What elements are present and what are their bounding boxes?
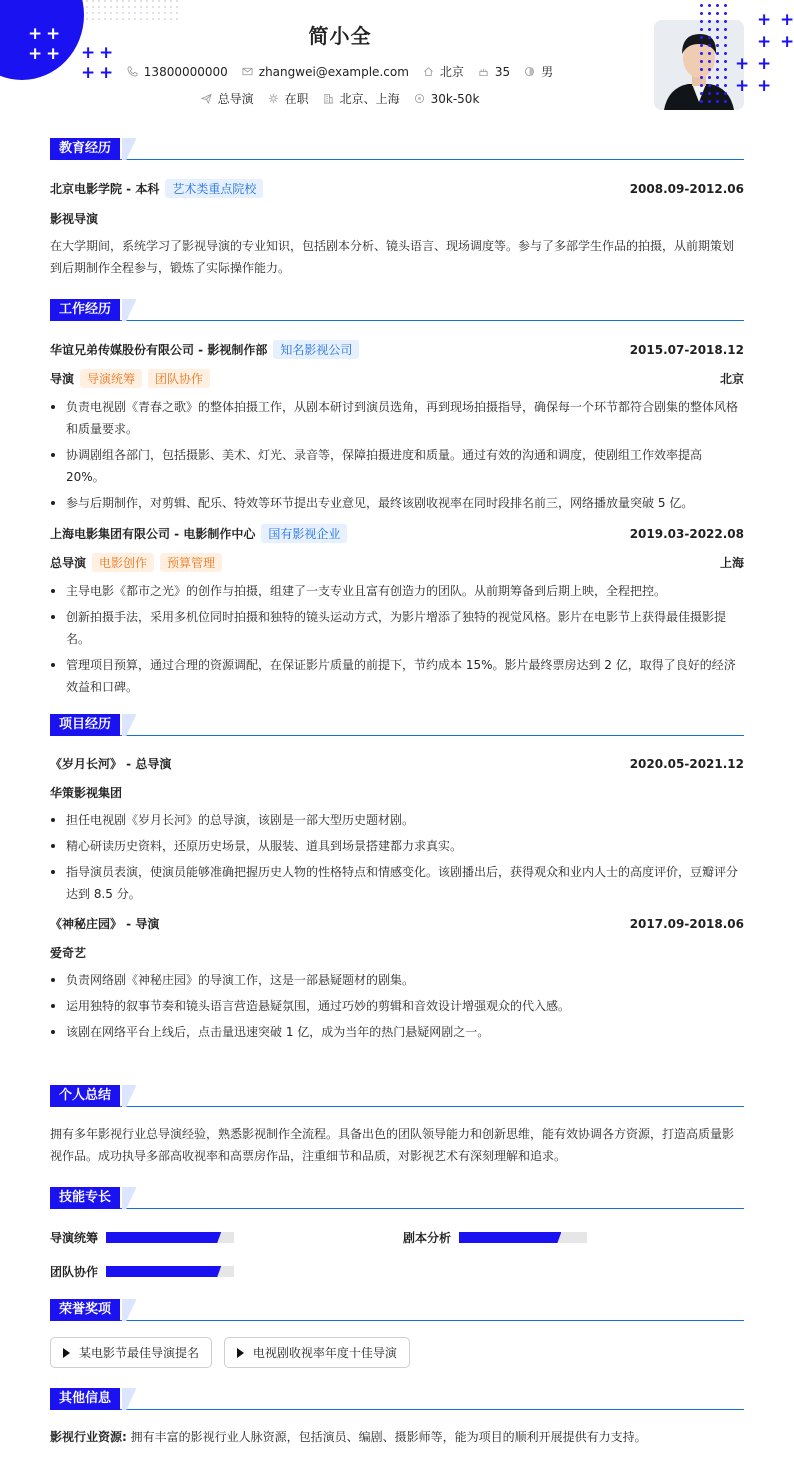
list-item: 负责电视剧《青春之歌》的整体拍摄工作，从剧本研讨到演员选角，再到现场拍摄指导，确保每一个环节都符合剧集的整体风格和质量要求。: [50, 396, 744, 440]
section-header: [50, 299, 744, 321]
award-list: [50, 1337, 744, 1368]
section-header: [50, 1299, 744, 1321]
decor-dot: [122, 0, 124, 2]
decor-dot: [134, 12, 136, 14]
work-city: 上海: [719, 556, 744, 570]
contact-gender: 男: [524, 63, 553, 80]
work-role: 导演: [50, 372, 75, 386]
decor-dot: [152, 12, 154, 14]
summary-text: 拥有多年影视行业总导演经验，熟悉影视制作全流程。具备出色的团队领导能力和创新思维，能有效协调各方资源，打造高质量影视作品。成功执导多部高收视率和高票房作品，注重细节和品质，对影视艺术有深刻理解和追求。: [50, 1127, 735, 1163]
decor-dot: [724, 4, 727, 7]
award-chip: 某电影节最佳导演提名: [50, 1337, 212, 1368]
decor-dot: [146, 0, 148, 2]
contact-phone: 13800000000: [127, 63, 228, 80]
play-icon: [63, 1348, 70, 1358]
decor-plus: +: [757, 32, 772, 52]
decor-dot: [716, 44, 719, 47]
work-skill-tag: 团队协作: [148, 369, 210, 388]
section-title-tail: [122, 299, 136, 321]
project-name: 《岁月长河》 - 总导演: [50, 757, 172, 771]
decor-dot: [110, 6, 112, 8]
decor-dot: [134, 0, 136, 2]
decor-dot: [104, 0, 106, 2]
decor-dot: [98, 6, 100, 8]
decor-dot: [700, 36, 703, 39]
work-company-tag: 国有影视企业: [261, 524, 347, 543]
work-company-tag: 知名影视公司: [273, 340, 359, 359]
decor-dot: [86, 6, 88, 8]
project-org: 华策影视集团: [50, 786, 123, 800]
decor-dot: [92, 0, 94, 2]
section-header: [50, 714, 744, 736]
decor-dot: [716, 12, 719, 15]
decor-dot: [86, 0, 88, 2]
work-date: 2015.07-2018.12: [629, 342, 744, 357]
decor-dot: [724, 28, 727, 31]
decor-dot: [724, 68, 727, 71]
section-header: [50, 1085, 744, 1107]
project-org: 爱奇艺: [50, 946, 87, 960]
decor-dot: [700, 100, 703, 103]
decor-dot: [724, 100, 727, 103]
decor-dot: [708, 20, 711, 23]
decor-dot: [158, 0, 160, 2]
job-salary: 30k-50k: [414, 90, 480, 107]
decor-plus: +: [757, 54, 772, 74]
section-title-tail: [122, 138, 136, 160]
section-skills: [50, 1187, 744, 1287]
decor-dot: [128, 12, 130, 14]
decor-dot: [708, 52, 711, 55]
list-item: 负责网络剧《神秘庄园》的导演工作，这是一部悬疑题材的剧集。: [50, 969, 744, 991]
decor-dot: [708, 36, 711, 39]
work-role-row: [50, 553, 744, 572]
decor-dot: [708, 44, 711, 47]
list-item: 精心研读历史资料，还原历史场景，从服装、道具到场景搭建都力求真实。: [50, 835, 744, 857]
phone-icon: [127, 66, 138, 77]
work-skill-tag: 电影创作: [92, 553, 154, 572]
decor-dot: [708, 100, 711, 103]
section-title-tail: [122, 1085, 136, 1107]
gender-icon: [524, 66, 535, 77]
decor-dot: [700, 44, 703, 47]
section-header: [50, 1388, 744, 1410]
decor-dot: [98, 12, 100, 14]
decor-dot: [170, 6, 172, 8]
project-date: 2017.09-2018.06: [629, 916, 744, 931]
project-header-row: [50, 915, 744, 932]
work-city: 北京: [719, 372, 744, 386]
skill-bar: [459, 1232, 587, 1243]
decor-dot: [170, 0, 172, 2]
skill-bar: [106, 1232, 234, 1243]
decor-dot: [724, 36, 727, 39]
decor-plus: +: [81, 63, 96, 83]
decor-dot: [134, 6, 136, 8]
decor-dot: [716, 92, 719, 95]
decor-dot: [716, 60, 719, 63]
skill-item: [50, 1229, 234, 1246]
project-date: 2020.05-2021.12: [629, 756, 744, 771]
list-item: 主导电影《都市之光》的创作与拍摄，组建了一支专业且富有创造力的团队。从前期筹备到后期上映，全程把控。: [50, 580, 744, 602]
section-title: 工作经历: [50, 299, 120, 321]
decor-dot: [158, 6, 160, 8]
project-bullets: [50, 809, 744, 905]
decor-dot: [176, 0, 178, 2]
decor-dots: [86, 0, 178, 20]
decor-dot: [708, 60, 711, 63]
edu-header-row: [50, 179, 744, 198]
work-bullets: [50, 396, 744, 514]
section-title-tail: [122, 1388, 136, 1410]
decor-dot: [700, 28, 703, 31]
project-header-row: [50, 755, 744, 772]
decor-plus: +: [28, 24, 43, 44]
skill-bar-fill: [106, 1232, 221, 1243]
decor-dot: [700, 84, 703, 87]
skill-item: [50, 1263, 234, 1280]
section-title-tail: [122, 1187, 136, 1209]
decor-dot: [716, 4, 719, 7]
other-label: 影视行业资源:: [50, 1430, 127, 1444]
decor-plus: +: [780, 32, 794, 52]
decor-dot: [724, 76, 727, 79]
decor-dot: [716, 20, 719, 23]
decor-dot: [140, 6, 142, 8]
decor-dot: [700, 20, 703, 23]
list-item: 协调剧组各部门，包括摄影、美术、灯光、录音等，保障拍摄进度和质量。通过有效的沟通和调度，使剧组工作效率提高 20%。: [50, 444, 744, 488]
edu-school: 北京电影学院 - 本科: [50, 182, 160, 196]
decor-dot: [716, 84, 719, 87]
work-skill-tag: 预算管理: [160, 553, 222, 572]
decor-plus: +: [81, 43, 96, 63]
decor-plus: +: [28, 44, 43, 64]
decor-dot: [92, 6, 94, 8]
decor-dot: [708, 28, 711, 31]
decor-dot: [724, 20, 727, 23]
edu-description: 在大学期间，系统学习了影视导演的专业知识，包括剧本分析、镜头语言、现场调度等。参与了多部学生作品的拍摄，从前期策划到后期制作全程参与，锻炼了实际操作能力。: [50, 239, 735, 275]
decor-dot: [146, 6, 148, 8]
decor-dot: [140, 12, 142, 14]
edu-major: 影视导演: [50, 212, 99, 226]
decor-dot: [152, 0, 154, 2]
project-org-row: [50, 784, 744, 801]
decor-dot: [104, 6, 106, 8]
award-chip: 电视剧收视率年度十佳导演: [224, 1337, 410, 1368]
play-icon: [237, 1348, 244, 1358]
decor-dot: [128, 0, 130, 2]
decor-dot: [708, 76, 711, 79]
skill-name: 剧本分析: [403, 1231, 452, 1245]
contact-email[interactable]: zhangwei@example.com: [242, 63, 409, 80]
work-date: 2019.03-2022.08: [629, 526, 744, 541]
decor-plus: +: [735, 76, 750, 96]
section-education: [50, 138, 744, 279]
decor-dot: [164, 12, 166, 14]
decor-plus: +: [735, 54, 750, 74]
work-header-row: [50, 524, 744, 543]
decor-dot: [92, 12, 94, 14]
job-status: 在职: [268, 90, 309, 107]
decor-plus: +: [757, 76, 772, 96]
section-title-tail: [122, 1299, 136, 1321]
decor-dot: [110, 0, 112, 2]
decor-dot: [700, 76, 703, 79]
age-icon: [478, 66, 489, 77]
project-item: [50, 915, 744, 1043]
skill-item: [403, 1229, 587, 1246]
section-projects: [50, 714, 744, 1047]
candidate-name: 简小全: [308, 24, 372, 48]
work-header-row: [50, 340, 744, 359]
decor-plus: +: [757, 10, 772, 30]
edu-date: 2008.09-2012.06: [629, 181, 744, 196]
section-title-tail: [122, 714, 136, 736]
decor-dot: [716, 68, 719, 71]
decor-dot: [98, 0, 100, 2]
decor-dot: [708, 84, 711, 87]
list-item: 担任电视剧《岁月长河》的总导演，该剧是一部大型历史题材剧。: [50, 809, 744, 831]
project-item: [50, 755, 744, 905]
decor-dot: [716, 36, 719, 39]
send-icon: [201, 93, 212, 104]
section-title: 荣誉奖项: [50, 1299, 120, 1321]
section-summary: [50, 1085, 744, 1167]
work-bullets: [50, 580, 744, 698]
contact-city: 北京: [423, 63, 464, 80]
decor-dot: [724, 60, 727, 63]
contact-row: [0, 63, 680, 83]
decor-dot: [176, 12, 178, 14]
other-info: [50, 1426, 744, 1448]
skill-bar-fill: [459, 1232, 561, 1243]
section-other: [50, 1388, 744, 1448]
decor-dot: [700, 92, 703, 95]
decor-dot: [700, 68, 703, 71]
decor-dot: [724, 92, 727, 95]
status-icon: [268, 93, 279, 104]
decor-dot: [122, 12, 124, 14]
job-location: 北京、上海: [323, 90, 400, 107]
section-title: 技能专长: [50, 1187, 120, 1209]
skill-bar: [106, 1266, 234, 1277]
section-title: 项目经历: [50, 714, 120, 736]
decor-dot: [116, 12, 118, 14]
work-company: 华谊兄弟传媒股份有限公司 - 影视制作部: [50, 343, 268, 357]
decor-dot: [716, 28, 719, 31]
work-role: 总导演: [50, 556, 87, 570]
decor-dot: [716, 100, 719, 103]
decor-plus: +: [46, 44, 61, 64]
decor-dot: [724, 84, 727, 87]
decor-dot: [700, 4, 703, 7]
decor-dot: [86, 12, 88, 14]
salary-icon: [414, 93, 425, 104]
decor-dot: [700, 52, 703, 55]
edu-major-row: [50, 210, 744, 227]
decor-dot: [158, 12, 160, 14]
decor-dot: [724, 12, 727, 15]
decor-dot: [104, 12, 106, 14]
decor-dot: [700, 60, 703, 63]
section-header: [50, 138, 744, 160]
section-title: 教育经历: [50, 138, 120, 160]
section-title: 其他信息: [50, 1388, 120, 1410]
decor-dot: [708, 4, 711, 7]
skill-name: 团队协作: [50, 1265, 99, 1279]
decor-dot: [122, 6, 124, 8]
decor-dot: [708, 68, 711, 71]
decor-dot: [170, 12, 172, 14]
decor-plus: +: [46, 24, 61, 44]
decor-dot: [110, 12, 112, 14]
mail-icon: [242, 66, 253, 77]
skill-bar-fill: [106, 1266, 221, 1277]
job-intent-row: [0, 90, 680, 107]
list-item: 参与后期制作，对剪辑、配乐、特效等环节提出专业意见，最终该剧收视率在同时段排名前三，网络播放量突破 5 亿。: [50, 492, 744, 514]
decor-dot: [116, 6, 118, 8]
section-header: [50, 1187, 744, 1209]
decor-dots: [700, 4, 727, 103]
decor-plus: +: [99, 43, 114, 63]
list-item: 管理项目预算，通过合理的资源调配，在保证影片质量的前提下，节约成本 15%。影片最终票房达到 2 亿，取得了良好的经济效益和口碑。: [50, 654, 744, 698]
project-org-row: [50, 944, 744, 961]
list-item: 创新拍摄手法，采用多机位同时拍摄和独特的镜头运动方式，为影片增添了独特的视觉风格。影片在电影节上获得最佳摄影提名。: [50, 606, 744, 650]
home-icon: [423, 66, 434, 77]
decor-dot: [164, 0, 166, 2]
work-role-row: [50, 369, 744, 388]
work-company: 上海电影集团有限公司 - 电影制作中心: [50, 527, 256, 541]
job-title: 总导演: [201, 90, 254, 107]
edu-tag: 艺术类重点院校: [165, 179, 263, 198]
decor-dot: [176, 6, 178, 8]
decor-dot: [724, 44, 727, 47]
section-title: 个人总结: [50, 1085, 120, 1107]
other-text: 拥有丰富的影视行业人脉资源，包括演员、编剧、摄影师等，能为项目的顺利开展提供有力支持。: [130, 1430, 647, 1444]
decor-dot: [708, 12, 711, 15]
section-awards: [50, 1299, 744, 1368]
work-item: [50, 524, 744, 698]
building-icon: [323, 93, 334, 104]
list-item: 指导演员表演，使演员能够准确把握历史人物的性格特点和情感变化。该剧播出后，获得观众和业内人士的高度评价，豆瓣评分达到 8.5 分。: [50, 861, 744, 905]
decor-dot: [146, 12, 148, 14]
decor-dot: [140, 0, 142, 2]
decor-dot: [716, 76, 719, 79]
section-work: [50, 299, 744, 702]
decor-dot: [716, 52, 719, 55]
decor-dot: [708, 92, 711, 95]
list-item: 运用独特的叙事节奏和镜头语言营造悬疑氛围，通过巧妙的剪辑和音效设计增强观众的代入感。: [50, 995, 744, 1017]
work-skill-tag: 导演统筹: [80, 369, 142, 388]
project-bullets: [50, 969, 744, 1043]
decor-dot: [724, 52, 727, 55]
decor-dot: [152, 6, 154, 8]
project-name: 《神秘庄园》 - 导演: [50, 917, 160, 931]
skill-name: 导演统筹: [50, 1231, 99, 1245]
decor-dot: [700, 12, 703, 15]
work-item: [50, 340, 744, 514]
decor-plus: +: [99, 63, 114, 83]
contact-age: 35: [478, 63, 510, 80]
decor-dot: [116, 0, 118, 2]
decor-plus: +: [780, 10, 794, 30]
list-item: 该剧在网络平台上线后，点击量迅速突破 1 亿，成为当年的热门悬疑网剧之一。: [50, 1021, 744, 1043]
decor-dot: [164, 6, 166, 8]
decor-dot: [128, 6, 130, 8]
